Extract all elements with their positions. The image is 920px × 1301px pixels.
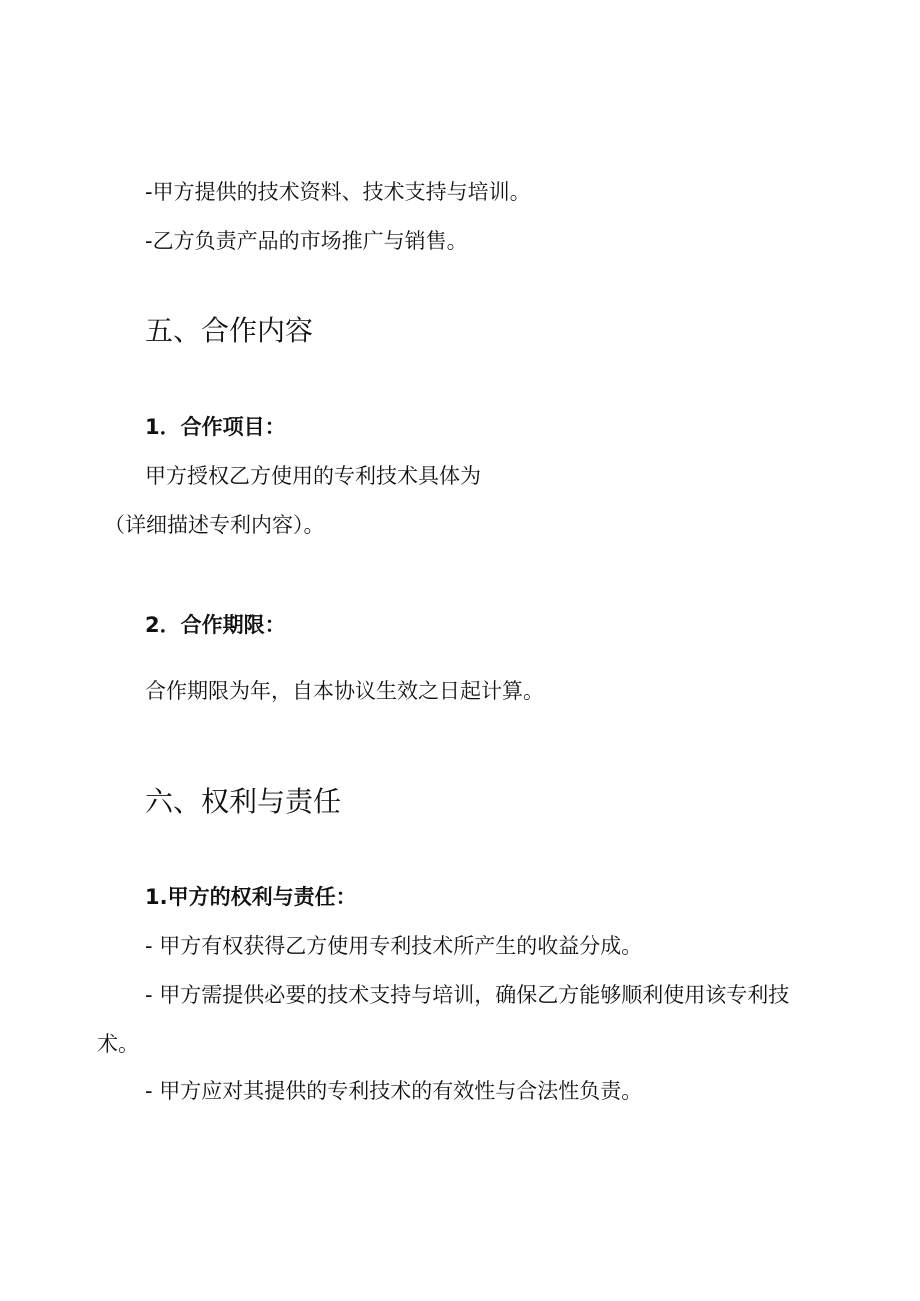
section6-item-3: - 甲方应对其提供的专利技术的有效性与合法性负责。 — [145, 1079, 643, 1103]
section6-item-1: - 甲方有权获得乙方使用专利技术所产生的收益分成。 — [145, 934, 643, 958]
section6-item-2-line2: 术。 — [97, 1032, 139, 1056]
section4-item-1: -甲方提供的技术资料、技术支持与培训。 — [145, 180, 531, 204]
section5-sub1-heading: 1．合作项目： — [145, 415, 286, 439]
section4-item-2: -乙方负责产品的市场推广与销售。 — [145, 229, 468, 253]
section5-heading: 五、合作内容 — [145, 314, 314, 347]
section5-sub2-heading: 2．合作期限： — [145, 613, 286, 637]
section6-heading: 六、权利与责任 — [145, 785, 342, 818]
section6-item-2-line1: - 甲方需提供必要的技术支持与培训，确保乙方能够顺利使用该专利技 — [145, 983, 790, 1007]
section5-sub1-body-line2: （详细描述专利内容）。 — [104, 513, 325, 537]
section5-sub2-body: 合作期限为年，自本协议生效之日起计算。 — [145, 679, 544, 703]
section5-sub1-body-line1: 甲方授权乙方使用的专利技术具体为 — [145, 464, 481, 488]
section6-sub1-heading: 1.甲方的权利与责任： — [145, 885, 357, 909]
